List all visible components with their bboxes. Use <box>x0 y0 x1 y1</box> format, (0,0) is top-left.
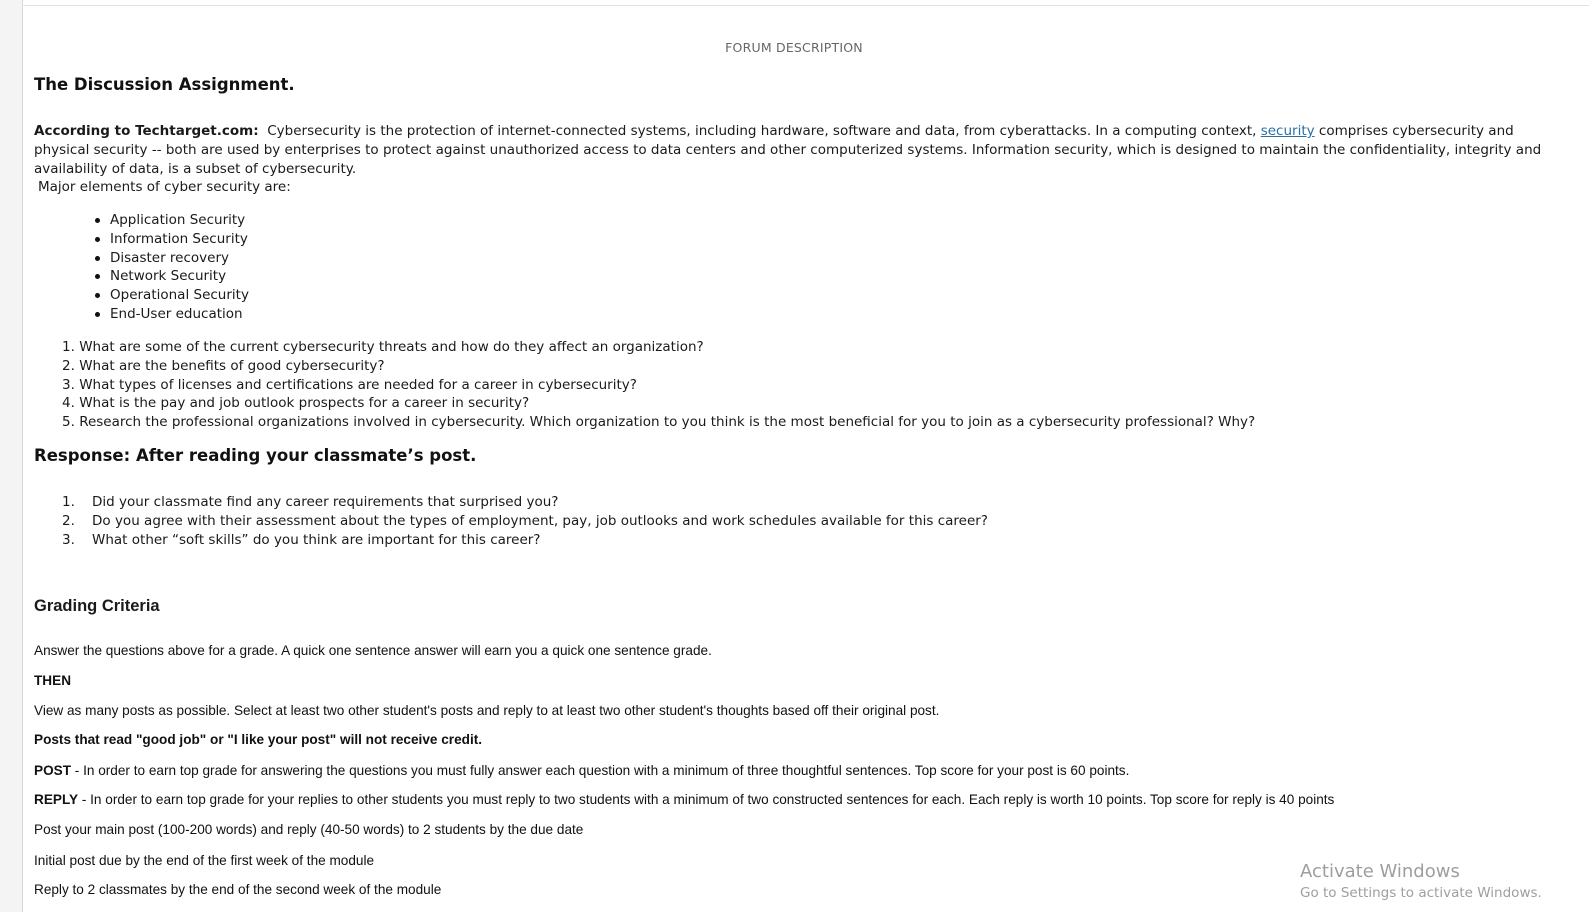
source-label: According to Techtarget.com: <box>34 123 259 139</box>
question-number: 1. <box>62 339 75 355</box>
list-item: Operational Security <box>110 287 249 304</box>
response-item <box>62 531 988 550</box>
grading-line-no-credit: Posts that read "good job" or "I like your post" will not receive credit. <box>34 732 483 747</box>
list-item: Network Security <box>110 267 249 286</box>
response-number: 3. <box>62 531 75 548</box>
post-text: - In order to earn top grade for answering the questions you must fully answer each question with a minimum of three thoughtful sentences. Top score for your post is 60 points. <box>71 763 1130 778</box>
reply-label: REPLY <box>34 792 79 807</box>
question-item <box>62 394 1255 413</box>
reply-text: - In order to earn top grade for your replies to other students you must reply to two students with a minimum of two constructed sentences for each. Each reply is worth 10 points. Top score for reply is 40 points <box>78 792 1335 807</box>
grading-then: THEN <box>34 673 72 688</box>
question-number: 2. <box>62 357 75 374</box>
question-item <box>62 413 1255 432</box>
intro-text-after: comprises cybersecurity and physical security -- both are used by enterprises to protect against unauthorized access to data centers and other computerized systems. Information security, which is designed to maintain the confidentiality, integrity and availability of data, is a subset of cybersecurity. <box>34 123 1542 177</box>
watermark-title: Activate Windows <box>1300 861 1460 882</box>
post-label: POST <box>34 763 72 778</box>
activate-windows-watermark <box>1300 861 1542 903</box>
list-item: Application Security <box>110 211 249 230</box>
question-text: What are some of the current cybersecurity threats and how do they affect an organization? <box>79 339 704 355</box>
question-item <box>62 357 1255 376</box>
forum-description-header: FORUM DESCRIPTION <box>725 40 863 55</box>
grading-title: Grading Criteria <box>34 597 160 615</box>
question-number: 3. <box>62 376 75 393</box>
grading-line-answer: Answer the questions above for a grade. A quick one sentence answer will earn you a quick one sentence grade. <box>34 643 712 658</box>
response-text: What other “soft skills” do you think are important for this career? <box>92 531 541 548</box>
left-scroll-strip <box>0 0 23 912</box>
question-text: What are the benefits of good cybersecurity? <box>79 357 385 374</box>
assignment-title: The Discussion Assignment. <box>34 75 295 94</box>
question-number: 5. <box>62 414 75 431</box>
security-link[interactable]: security <box>1260 123 1315 139</box>
watermark-subtitle: Go to Settings to activate Windows. <box>1300 885 1542 901</box>
question-item <box>62 376 1255 395</box>
question-item <box>62 338 1255 357</box>
grading-line-initial: Initial post due by the end of the first week of the module <box>34 853 375 868</box>
top-divider <box>22 5 1589 6</box>
response-item <box>62 512 988 531</box>
questions-list <box>62 338 1255 432</box>
question-text: Research the professional organizations involved in cybersecurity. Which organization to you think is the most beneficial for you to join as a cybersecurity professional? Why? <box>79 414 1256 431</box>
major-elements-label: Major elements of cyber security are: <box>38 179 291 195</box>
response-text: Do you agree with their assessment about the types of employment, pay, job outlooks and work schedules available for this career? <box>92 512 988 529</box>
grading-line-reply-due: Reply to 2 classmates by the end of the second week of the module <box>34 882 442 897</box>
response-number: 1. <box>62 494 75 510</box>
grading-line-view: View as many posts as possible. Select at least two other student's posts and reply to at least two other student's thoughts based off their original post. <box>34 703 940 718</box>
intro-paragraph <box>34 122 1559 178</box>
list-item: Disaster recovery <box>110 249 249 268</box>
grading-reply-line <box>34 791 1334 810</box>
response-text: Did your classmate find any career requirements that surprised you? <box>92 494 559 510</box>
question-text: What is the pay and job outlook prospects for a career in security? <box>79 395 530 412</box>
grading-line-words: Post your main post (100-200 words) and reply (40-50 words) to 2 students by the due date <box>34 822 584 837</box>
response-number: 2. <box>62 512 75 529</box>
response-item <box>62 493 988 512</box>
intro-text-before: Cybersecurity is the protection of internet-connected systems, including hardware, software and data, from cyberattacks. In a computing context, <box>267 123 1257 139</box>
list-item: Information Security <box>110 230 248 247</box>
list-item: End-User education <box>110 305 249 324</box>
response-questions-list <box>62 493 988 549</box>
response-title: Response: After reading your classmate’s post. <box>34 446 477 465</box>
grading-post-line <box>34 762 1129 781</box>
major-elements-list <box>110 211 249 324</box>
question-text: What types of licenses and certifications are needed for a career in cybersecurity? <box>79 376 637 393</box>
question-number: 4. <box>62 395 75 412</box>
